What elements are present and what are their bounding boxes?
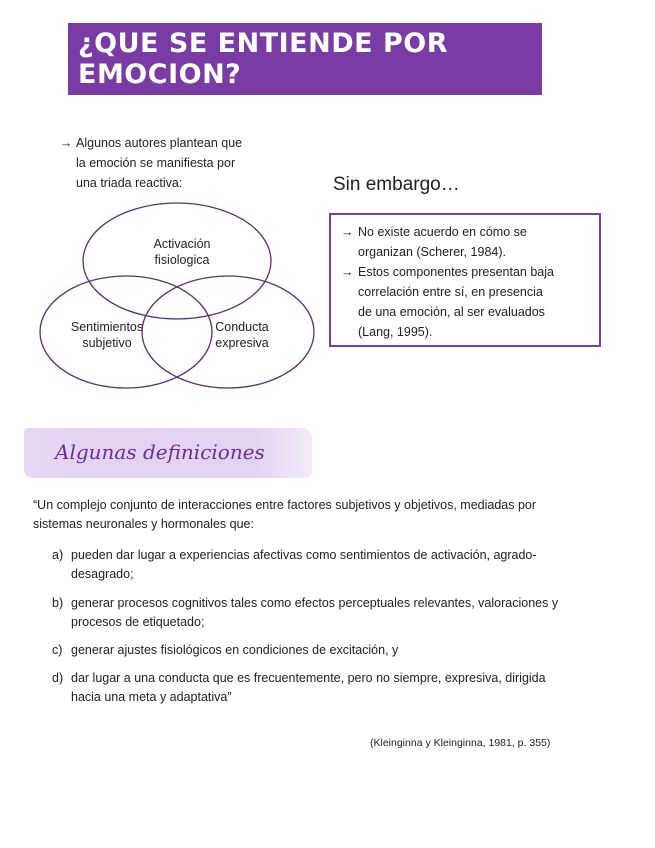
venn-label-conducta: Conducta expresiva	[215, 320, 269, 350]
venn-circles	[30, 195, 320, 395]
arrow-icon: →	[341, 225, 354, 239]
intro-line: la emoción se manifiesta por	[76, 156, 236, 170]
list-marker: d)	[52, 671, 64, 685]
sin-embargo-heading: Sin embargo…	[333, 174, 460, 195]
definitions-heading: Algunas definiciones	[55, 440, 265, 464]
list-marker: c)	[52, 643, 63, 657]
intro-line: Algunos autores plantean que	[76, 136, 243, 150]
list-item-b: b) generar procesos cognitivos tales como efectos perceptuales relevantes, valoraciones y procesos de etiquetado;	[52, 596, 559, 629]
page-title: ¿QUE SE ENTIENDE POR EMOCION?	[78, 28, 449, 90]
definition-quote: “Un complejo conjunto de interacciones entre factores subjetivos y objetivos, mediadas por sistemas neuronales y hormonales que:	[33, 498, 537, 531]
list-item-a: a) pueden dar lugar a experiencias afectivas como sentimientos de activación, agrado- desagrado;	[52, 548, 537, 581]
intro-line: una triada reactiva:	[76, 176, 183, 190]
list-marker: a)	[52, 548, 64, 562]
venn-label-sentimientos: Sentimientos subjetivo	[70, 320, 144, 350]
list-item-c: c) generar ajustes fisiológicos en condiciones de excitación, y	[52, 641, 612, 660]
box-item: → No existe acuerdo en cómo se organizan (Scherer, 1984).	[358, 222, 589, 262]
title-banner	[68, 23, 542, 95]
box-item: → Estos componentes presentan baja correlación entre sí, en presencia de una emoción, al ser evaluados (Lang, 1995).	[358, 262, 589, 342]
list-marker: b)	[52, 596, 64, 610]
intro-text	[60, 133, 280, 193]
sin-embargo-box	[329, 213, 601, 347]
arrow-icon: →	[341, 265, 354, 279]
list-item-d: d) dar lugar a una conducta que es frecuentemente, pero no siempre, expresiva, dirigida hacia una meta y adaptativa”	[52, 671, 546, 704]
arrow-icon: →	[60, 136, 73, 150]
citation: (Kleinginna y Kleinginna, 1981, p. 355)	[370, 737, 551, 749]
venn-label-activacion: Activación fisiologica	[153, 237, 211, 267]
venn-diagram	[30, 195, 320, 395]
